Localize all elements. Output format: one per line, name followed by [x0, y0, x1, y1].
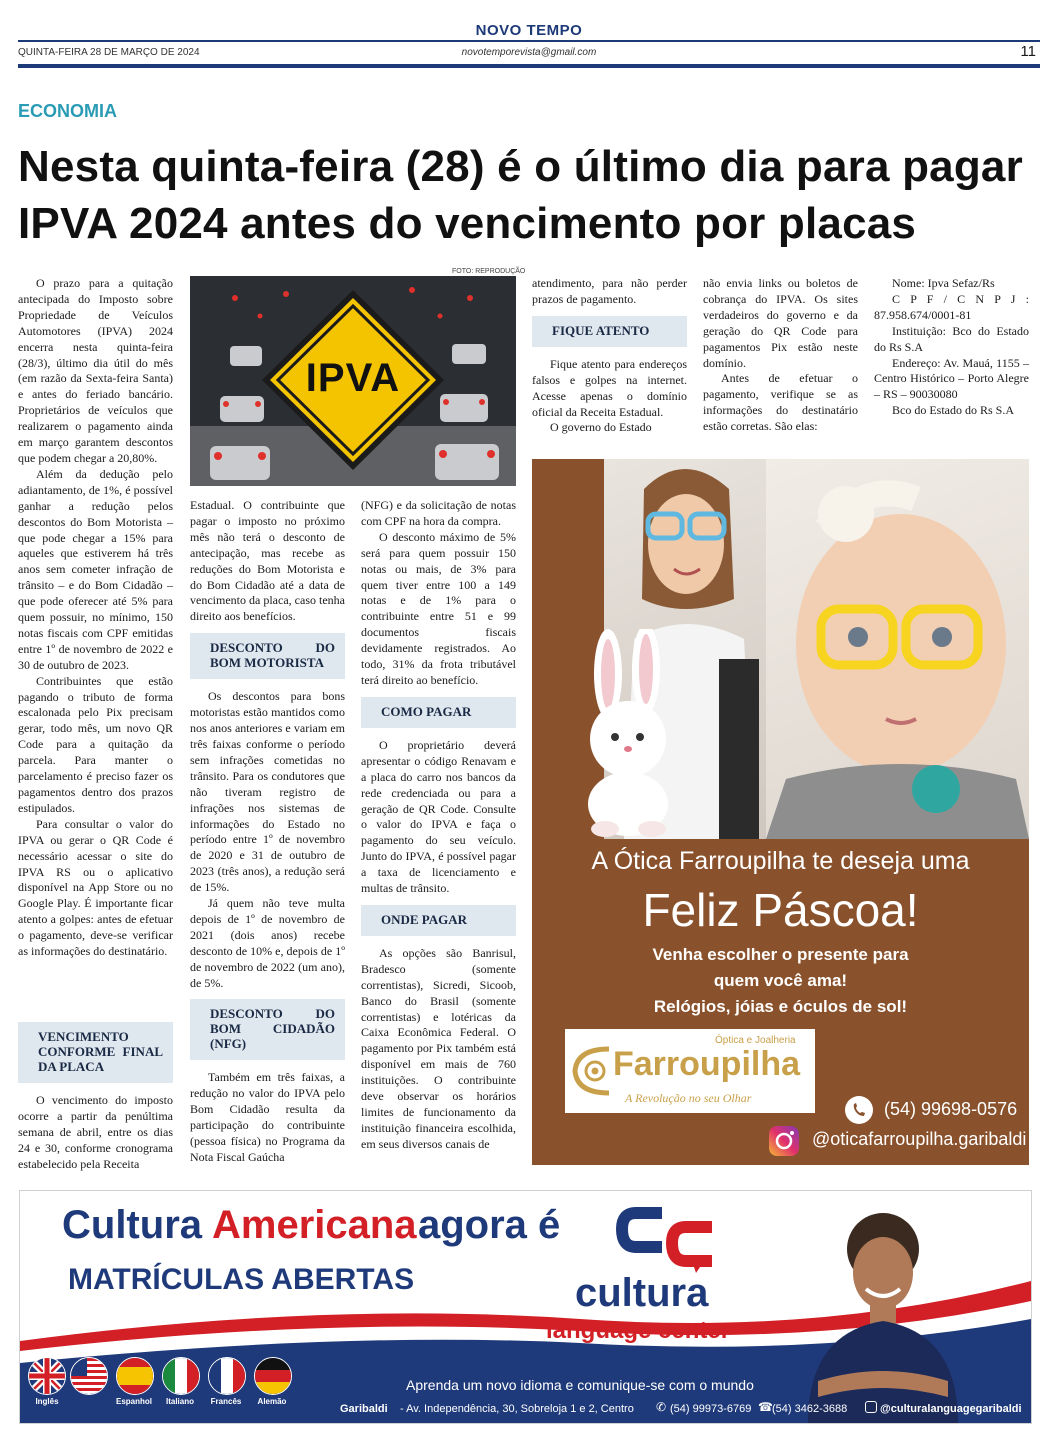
whatsapp-icon: [844, 1095, 874, 1125]
baby-illustration: [766, 459, 1029, 839]
cultura-brand-sub: language center: [546, 1317, 731, 1344]
otica-logo-slogan: A Revolução no seu Olhar: [625, 1091, 752, 1105]
paragraph: O proprietário deverá apresentar o código Renavam e a placa do carro nos bancos da rede credenciada ou para a geração de QR Code. Consulte o valor do IPVA e faça o pagamento do seu veículo. Junto do IPVA, é possível pagar a taxa de licenciamento e multas de trânsito.: [361, 737, 516, 896]
cultura-phone: (54) 3462-3688: [772, 1403, 848, 1415]
us-flag-icon: [70, 1357, 108, 1395]
page-number: 11: [1020, 43, 1036, 60]
paragraph: não envia links ou boletos de cobrança do IPVA. Os sites verdadeiros do governo e da geração do QR Code para pagamentos Pix estão neste domínio.: [703, 276, 858, 370]
paragraph: Antes de efetuar o pagamento, verifique se as informações do destinatário estão corretas. São elas:: [703, 371, 858, 434]
section-label: ECONOMIA: [18, 101, 117, 121]
article-column-1-end: [18, 1014, 173, 1173]
contact-email: novotemporevista@gmail.com: [461, 47, 597, 58]
cultura-language-ad: [19, 1190, 1032, 1424]
paragraph: Além da dedução pelo adiantamento, de 1%, é possível ganhar a redução pelos descontos do Bom Motorista – que pode chegar a 15% para aqueles que estiverem há três anos sem cometer infração de trânsito – e do Bom Cidadão – que pode oferecer até 5% para quem possuir, no mínimo, 150 notas fiscais com CPF emitidas entre 1º de novembro de 2022 e 30 de outubro de 2023.: [18, 466, 173, 672]
otica-tagline-3: Relógios, jóias e óculos de sol!: [653, 997, 908, 1016]
issue-date: QUINTA-FEIRA 28 DE MARÇO DE 2024: [18, 47, 200, 58]
article-column-2: [190, 498, 345, 1166]
phone-icon: ☎: [758, 1400, 773, 1414]
paragraph: atendimento, para não perder prazos de pagamento.: [532, 276, 687, 306]
subheading-fique-atento: FIQUE ATENTO: [532, 316, 687, 347]
flag-label-frances: Francês: [210, 1397, 242, 1406]
flag-label-ingles: Inglês: [35, 1397, 59, 1406]
paragraph: Os descontos para bons motoristas estão mantidos como nos anos anteriores e variam em três faixas conforme o período sem infrações cometidas no trânsito. Para os condutores que não tiveram registro de infrações nos sistemas de informações do Estado no período entre 1º de novembro de 2020 e 31 de outubro de 2023 (três anos), a redução será de 15%.: [190, 689, 345, 895]
header-rule-bottom: [18, 64, 1040, 68]
paragraph: O desconto máximo de 5% será para quem possuir 150 notas ou mais, de 3% para quem tiver entre 100 a 149 notas e de 1% para o contribuinte entre 51 e 99 documentos fiscais devidamente registrados. Ao todo, 31% da frota tributável terá direito ao benefício.: [361, 529, 516, 687]
otica-tagline-1: Venha escolher o presente para: [652, 945, 909, 964]
subheading-como-pagar: COMO PAGAR: [361, 697, 516, 728]
cultura-city: Garibaldi: [340, 1403, 388, 1415]
recipient-institution: Instituição: Bco do Estado do Rs S.A: [874, 323, 1029, 354]
newspaper-brand: NOVO TEMPO: [475, 22, 583, 39]
paragraph: As opções são Banrisul, Bradesco (somente correntistas), Sicredi, Sicoob, Banco do Brasil (somente correntistas) e lotéricas da Caixa Econômica Federal. O pagamento por Pix também está disponível em mais de 760 instituições. O contribuinte deve observar os horários limites de funcionamento da instituição financeira escolhida, em seus diversos canais de: [361, 945, 516, 1151]
recipient-name: Nome: Ipva Sefaz/Rs: [892, 276, 995, 290]
cultura-brand: cultura: [575, 1271, 709, 1315]
uk-flag-icon: [28, 1357, 66, 1395]
recipient-cnpj: C P F / C N P J : 87.958.674/0001-81: [874, 291, 1029, 322]
cultura-instagram: @culturalanguagegaribaldi: [880, 1403, 1022, 1415]
otica-logo: [565, 1029, 815, 1113]
italy-flag-icon: [162, 1357, 200, 1395]
instagram-icon: [865, 1401, 877, 1413]
paragraph: O governo do Estado: [550, 420, 652, 435]
cultura-headline-3: agora é: [418, 1203, 561, 1247]
subheading-bom-cidadao: DESCONTO DO BOM CIDADÃO (NFG): [190, 999, 345, 1060]
paragraph: Também em três faixas, a redução no valor do IPVA pelo Bom Cidadão resulta da participação do contribuinte (pessoa física) no Programa da Nota Fiscal Gaúcha: [190, 1070, 345, 1164]
recipient-address: Endereço: Av. Mauá, 1155 – Centro Histórico – Porto Alegre – RS – 90030080: [874, 355, 1029, 402]
ipva-photo: [190, 276, 516, 486]
whatsapp-icon: ✆: [656, 1400, 667, 1414]
cultura-slogan: Aprenda um novo idioma e comunique-se com o mundo: [406, 1377, 754, 1393]
otica-farroupilha-ad: [532, 459, 1029, 1165]
otica-tagline-2: quem você ama!: [713, 971, 848, 990]
flag-label-italiano: Italiano: [165, 1397, 194, 1406]
paragraph: Fique atento para endereços falsos e golpes na internet. Acesse apenas o domínio oficial da Receita Estadual.: [532, 356, 687, 419]
cultura-headline-2: Americana: [212, 1203, 417, 1247]
paragraph: O vencimento do imposto ocorre a partir da penúltima semana de abril, entre os dias 24 e 30, conforme cronograma estabelecido pela Receita: [18, 1093, 173, 1171]
recipient-bank: Bco do Estado do Rs S.A: [892, 403, 1015, 418]
paragraph: (NFG) e da solicitação de notas com CPF na hora da compra.: [361, 498, 516, 528]
cultura-whatsapp: (54) 99973-6769: [670, 1403, 752, 1415]
article-column-4: [532, 276, 687, 436]
subheading-bom-motorista: DESCONTO DO BOM MOTORISTA: [190, 633, 345, 679]
subheading-onde-pagar: ONDE PAGAR: [361, 905, 516, 936]
cultura-logo-icon: [616, 1203, 720, 1275]
flag-label-espanhol: Espanhol: [115, 1397, 152, 1406]
student-photo: [788, 1211, 978, 1423]
flag-label-alemao: Alemão: [257, 1397, 287, 1406]
otica-instagram: @oticafarroupilha.garibaldi: [812, 1129, 1027, 1149]
otica-headline: A Ótica Farroupilha te deseja uma: [591, 847, 970, 875]
paragraph: O prazo para a quitação antecipada do Imposto sobre Propriedade de Veículos Automotores (IPVA) 2024 encerra nesta quinta-feira (28/3), último dia útil do mês (em razão da Sexta-feira Santa) e antes do feriado bancário. Proprietários de veículos que realizarem o pagamento ainda em março garantem descontos que podem chegar a 20,80%.: [18, 276, 173, 465]
photo-credit: FOTO: REPRODUÇÃO: [452, 268, 526, 275]
germany-flag-icon: [254, 1357, 292, 1395]
otica-greeting: Feliz Páscoa!: [642, 884, 919, 936]
ipva-sign-text: IPVA: [305, 356, 401, 400]
otica-logo-name: Farroupilha: [613, 1045, 801, 1083]
france-flag-icon: [208, 1357, 246, 1395]
article-column-5: [703, 276, 858, 435]
article-headline: Nesta quinta-feira (28) é o último dia para pagar IPVA 2024 antes do vencimento por placas: [18, 142, 1023, 248]
cultura-headline-1: Cultura: [62, 1203, 202, 1247]
instagram-icon: [768, 1125, 800, 1157]
spain-flag-icon: [116, 1357, 154, 1395]
baby-photo: [766, 459, 1029, 839]
article-column-3: [361, 498, 516, 1153]
header-rule: [18, 40, 1040, 42]
paragraph: Já quem não teve multa depois de 1º de novembro de 2021 (dois anos) recebe desconto de 10% e, depois de 1º de novembro de 2022 (um ano), de 5%.: [190, 896, 345, 990]
paragraph: Estadual. O contribuinte que pagar o imposto no próximo mês não terá o desconto de antecipação, mas recebe as reduções do Bom Motorista e do Bom Cidadão até a data de vencimento da placa, caso tenha direito aos benefícios.: [190, 498, 345, 624]
bunny-icon: [560, 629, 690, 839]
paragraph: Para consultar o valor do IPVA ou gerar o QR Code é necessário acessar o site do IPVA RS ou o aplicativo disponível na App Store ou no Google Play. É importante ficar atento a golpes: antes de efetuar o pagamento, deve-se verificar as informações do destinatário.: [18, 816, 173, 959]
paragraph: Contribuintes que estão pagando o tributo de forma escalonada pelo Pix precisam gerar, todo mês, um novo QR Code para a quitação da parcela. Para manter o parcelamento é preciso fazer os pagamentos dentro dos prazos estipulados.: [18, 673, 173, 815]
otica-phone: (54) 99698-0576: [884, 1099, 1018, 1119]
cultura-address: - Av. Independência, 30, Sobreloja 1 e 2, Centro: [400, 1403, 634, 1415]
cultura-enrollment: MATRÍCULAS ABERTAS: [68, 1263, 415, 1296]
article-column-6: [874, 276, 1029, 419]
otica-logo-top: Óptica e Joalheria: [715, 1035, 796, 1046]
article-column-1: [18, 276, 173, 960]
subheading-vencimento: VENCIMENTO CONFORME FINAL DA PLACA: [18, 1022, 173, 1083]
